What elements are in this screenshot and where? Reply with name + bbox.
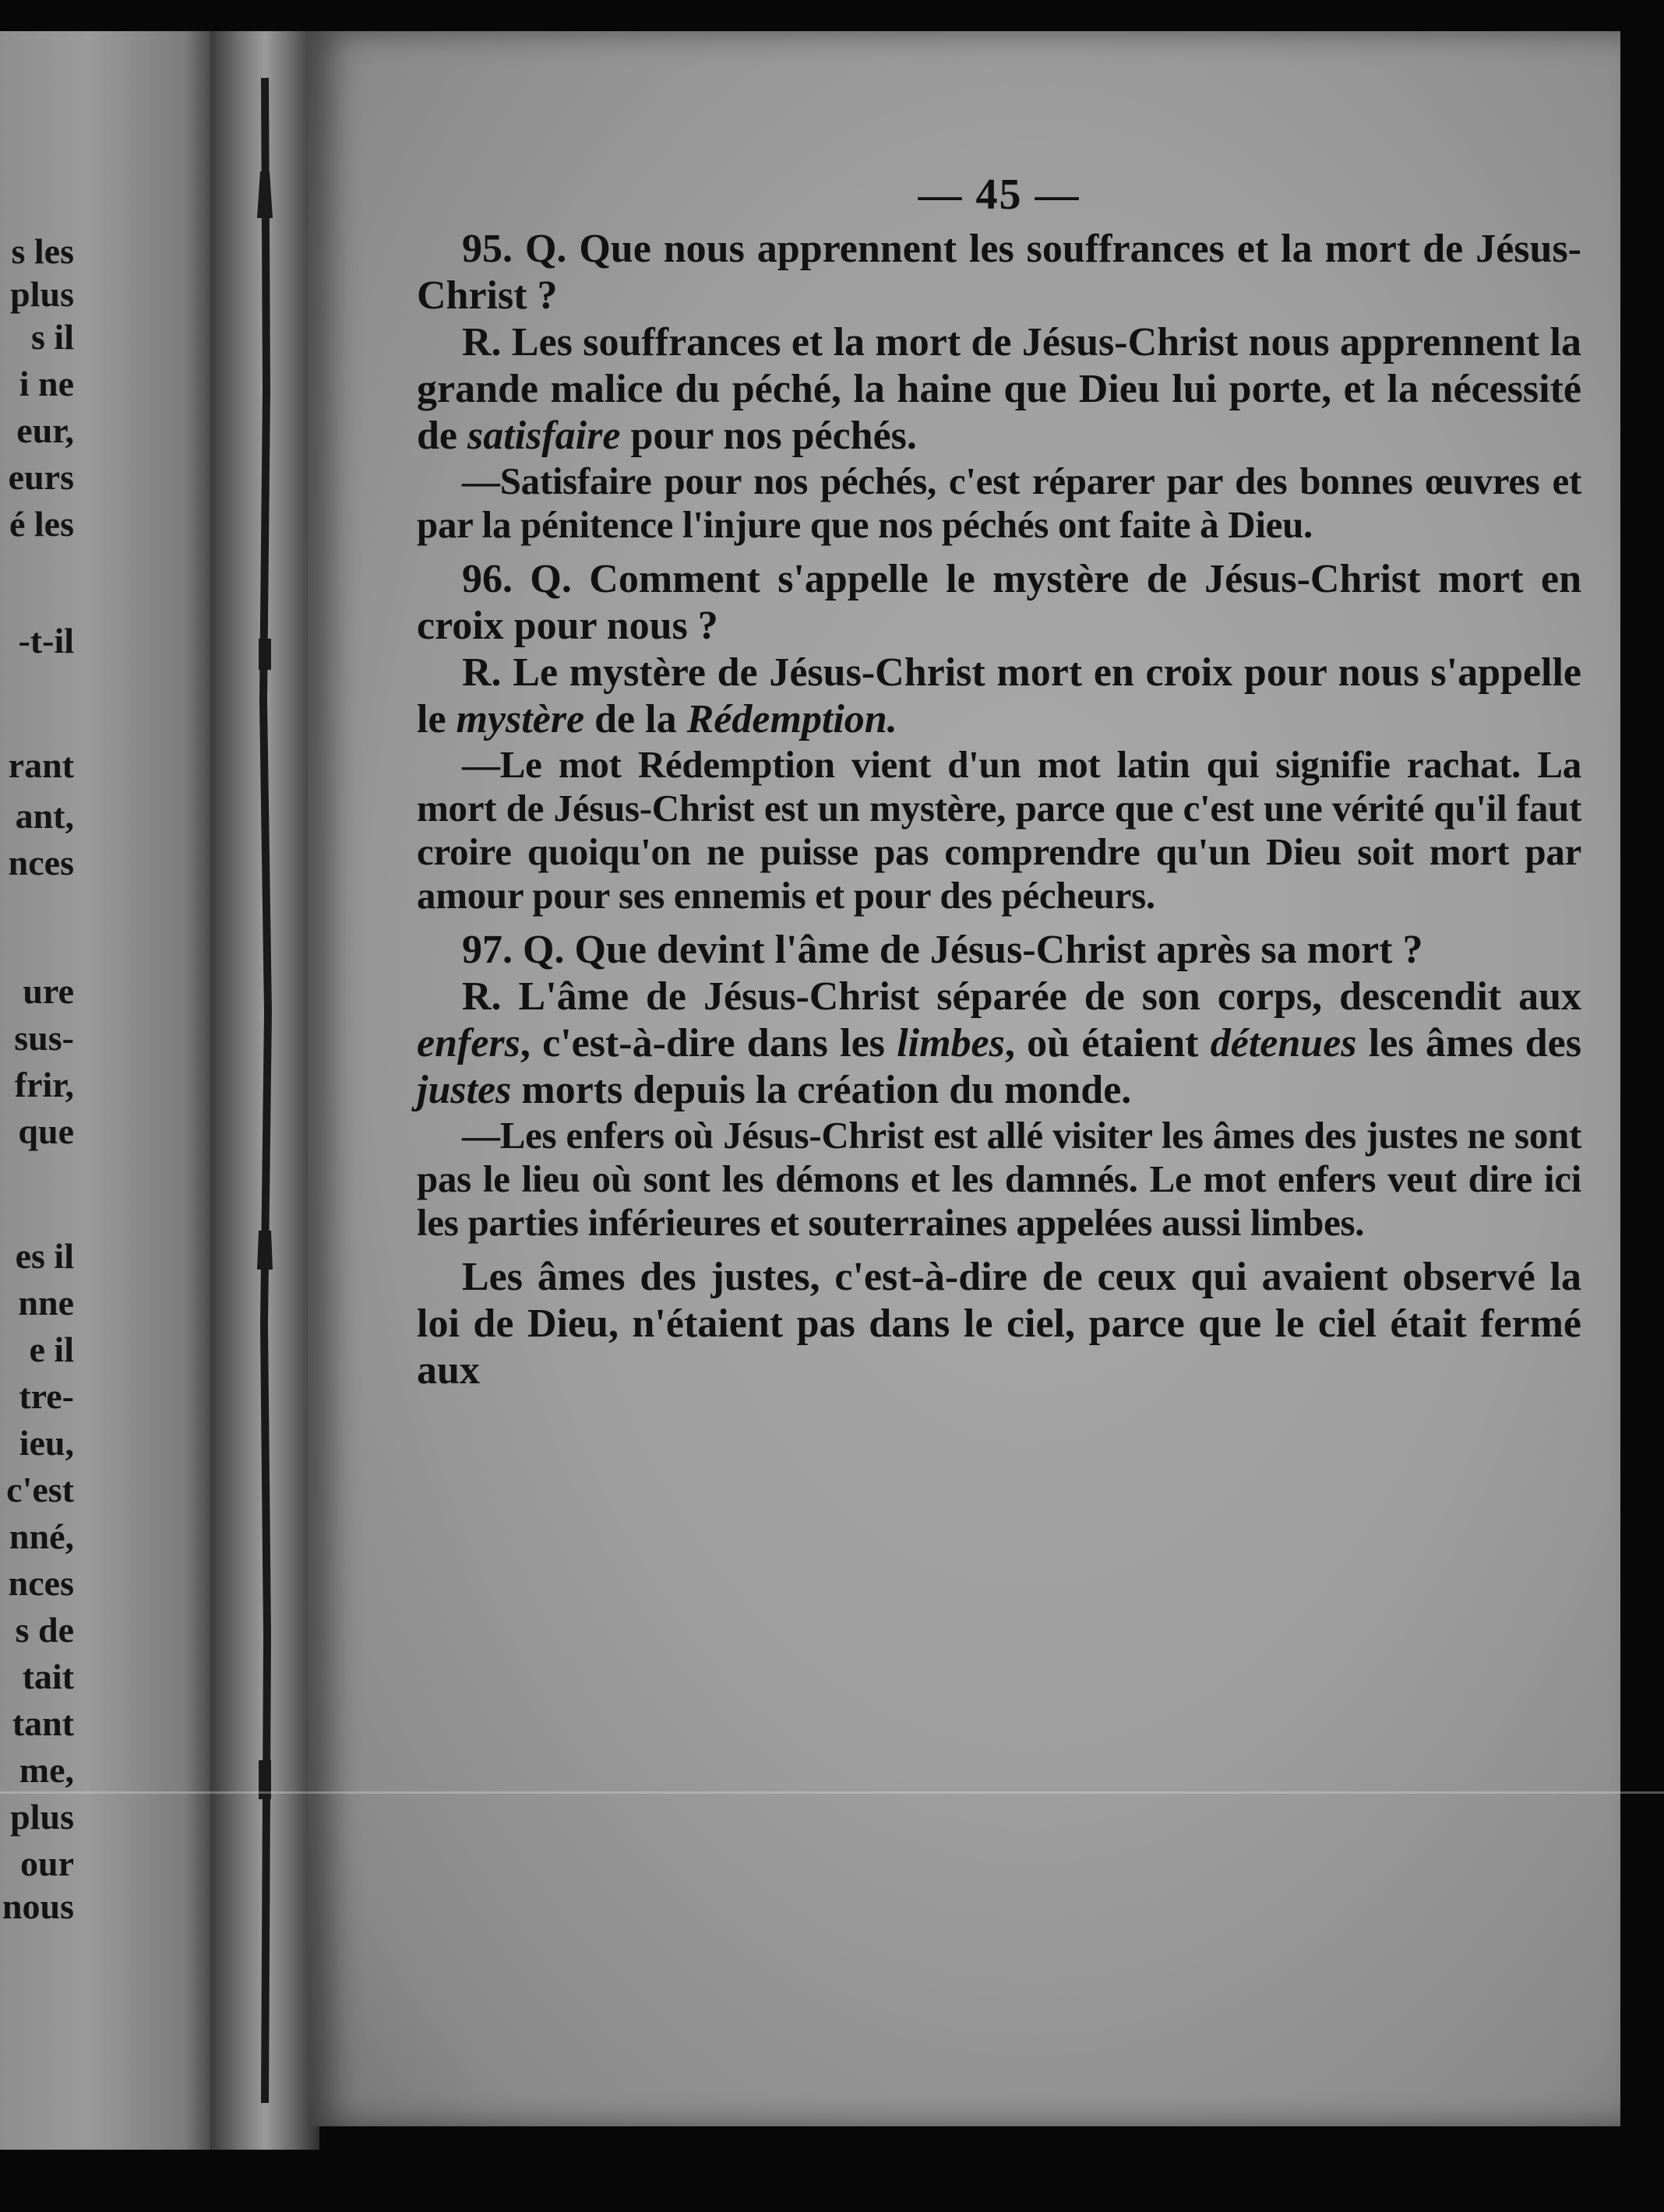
text-run: morts depuis la création du monde. [511,1068,1132,1112]
paragraph-q95: 95. Q. Que nous apprennent les souffrances et la mort de Jésus-Christ ? [417,227,1581,318]
left-page-text-fragment: ant, [15,796,74,836]
paragraph-r95 [417,319,1581,460]
left-page-text-fragment: que [18,1111,74,1151]
left-page-text-fragment: s de [15,1610,74,1650]
left-page-text-fragment: me, [19,1750,74,1790]
left-page-text-fragment: nné, [9,1516,74,1556]
left-page-text-fragment: eur, [16,410,74,450]
text-run: les âmes des [1356,1021,1581,1065]
paragraph-n96: —Le mot Rédemption vient d'un mot latin qui signifie rachat. La mort de Jésus-Christ est un mystère, parce que c'est une vérité qu'il faut croire quoiqu'on ne puisse pas comprendre qu'un Dieu soit mort par amour pour ses ennemis et pour des pécheurs. [417,743,1581,917]
left-page-text-fragment: tait [22,1657,74,1696]
text-run: , où étaient [1004,1021,1211,1065]
left-page-text-fragment: c'est [6,1470,74,1509]
italic-term: limbes [897,1021,1005,1065]
text-run: R. L'âme de Jésus-Christ séparée de son corps, descendit aux [462,974,1581,1019]
paragraph-q96: 96. Q. Comment s'appelle le mystère de Jésus-Christ mort en croix pour nous ? [417,557,1581,648]
left-page-text-fragment: nces [8,843,74,882]
left-page-text-fragment: ure [23,971,74,1011]
left-page-text-fragment: tre- [19,1376,74,1416]
text-run: , c'est-à-dire dans les [520,1021,897,1065]
paragraph-r97 [417,974,1581,1114]
text-run: de la [584,697,687,741]
left-facing-page [0,31,218,2150]
left-page-text-fragment: ieu, [19,1423,74,1463]
paragraph-n97: —Les enfers où Jésus-Christ est allé visiter les âmes des justes ne sont pas le lieu où sont les démons et les damnés. Le mot enfers veut dire ici les parties inférieures et souterraines appelées aussi limbes. [417,1114,1581,1244]
left-page-text-fragment: plus [10,1797,74,1837]
left-page-text-fragment: é les [9,504,74,544]
left-page-text-fragment: our [20,1844,74,1883]
left-page-text-fragment: s les [11,231,74,271]
left-page-text-fragment: nous [2,1886,74,1926]
left-page-text-fragment: nces [8,1563,74,1603]
book-gutter [210,31,319,2150]
left-page-text-fragment: eurs [8,457,74,497]
page-number: — 45 — [918,171,1081,219]
paragraph-p98: Les âmes des justes, c'est-à-dire de ceux qui avaient observé la loi de Dieu, n'étaient pas dans le ciel, parce que le ciel était fermé aux [417,1255,1581,1393]
left-page-text-fragment: frir, [14,1065,74,1104]
page-text-block [417,171,1581,1393]
italic-term: Rédemption. [686,697,897,741]
paragraph-q97: 97. Q. Que devint l'âme de Jésus-Christ après sa mort ? [462,928,1423,972]
binding-stitch [241,78,288,2103]
text-run: R. Le mystère de Jésus-Christ mort en croix pour nous s'appelle le [417,650,1581,741]
left-page-text-fragment: s il [31,317,74,357]
paragraph-n95: —Satisfaire pour nos péchés, c'est réparer par des bonnes œuvres et par la pénitence l'injure que nos péchés ont faite à Dieu. [417,460,1581,546]
left-page-text-fragment: es il [15,1236,74,1276]
left-page-text-fragment: rant [8,745,74,785]
left-page-text-fragment: nne [18,1283,74,1323]
left-page-text-fragment: plus [10,274,74,314]
left-page-text-fragment: e il [29,1330,74,1369]
scan-artifact-line [0,1791,1664,1794]
italic-term: mystère [456,697,585,741]
paragraph-r96 [417,650,1581,743]
italic-term: détenues [1210,1021,1357,1065]
left-page-text-fragment: tant [12,1703,74,1743]
left-page-text-fragment: i ne [19,364,74,403]
italic-term: justes [417,1068,512,1112]
right-page [308,31,1620,2126]
italic-term: enfers [417,1021,520,1065]
text-run: R. Les souffrances et la mort de Jésus-Christ nous apprennent la grande malice du péché, la haine que Dieu lui porte, et la nécessité de [417,320,1581,458]
text-run: pour nos péchés. [620,414,917,458]
left-page-text-fragment: -t-il [18,621,74,660]
italic-term: satisfaire [467,414,621,458]
left-page-text-fragment: sus- [14,1018,74,1058]
